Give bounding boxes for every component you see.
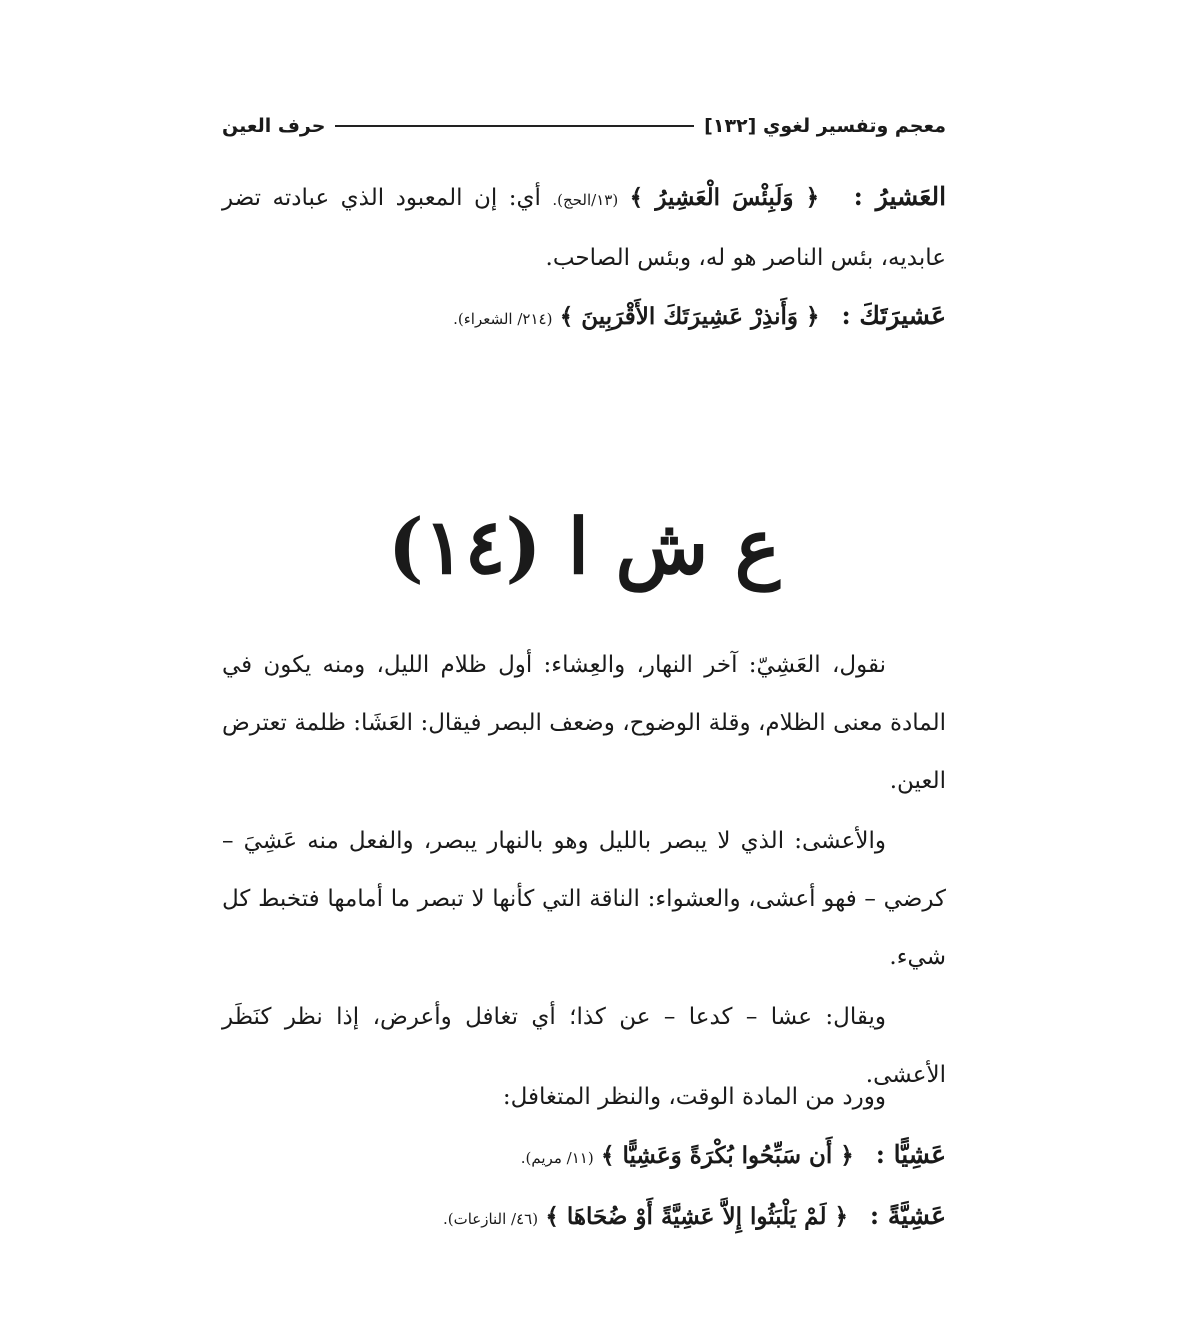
verse-reference: (٤٦/ النازعات). (442, 1210, 539, 1228)
section-title: حرف العين (222, 115, 326, 137)
quran-verse: ﴿ لَمْ يَلْبَثُوا إِلاَّ عَشِيَّةً أَوْ ضُحَاهَا ﴾ (545, 1203, 848, 1230)
running-header (222, 108, 946, 144)
quran-verse: ﴿ وَأَنذِرْ عَشِيرَتَكَ الأَقْرَبِينَ ﴾ (559, 303, 820, 330)
root-title: ع ش ا (١٤) (387, 502, 781, 591)
quran-verse: ﴿ وَلَبِئْسَ الْعَشِيرُ ﴾ (629, 184, 820, 211)
bottom-entries (222, 1068, 946, 1248)
verse-reference: (١٣/الحج). (552, 191, 619, 209)
entry-explanation: أي: إن المعبود الذي عبادته تضر عابديه، بئس الناصر هو له، وبئس الصاحب. (222, 185, 946, 271)
entry-asheeratak (222, 287, 946, 348)
paragraph: والأعشى: الذي لا يبصر بالليل وهو بالنهار يبصر، والفعل منه عَشِيَ – كرضي – فهو أعشى، والعشواء: الناقة التي كأنها لا تبصر ما أمامها فتخبط كل شيء. (222, 828, 946, 970)
page-number-book-title: [١٣٢] معجم وتفسير لغوي (704, 115, 946, 137)
verse-reference: (١١/ مريم). (520, 1149, 594, 1167)
entry-head: عَشِيَّةً : (869, 1201, 946, 1230)
entry-head: عَشِيًّا : (875, 1140, 946, 1169)
entry-head: العَشيرُ : (853, 182, 947, 211)
header-rule (335, 125, 694, 127)
entry-ashiyya (222, 1126, 946, 1187)
entry-ashiyyata (222, 1187, 946, 1248)
paragraph: ويقال: عشا – كدعا – عن كذا؛ أي تغافل وأعرض، إذا نظر كنَظَر الأعشى. (222, 1004, 946, 1088)
entry-head: عَشيرَتَكَ : (841, 301, 946, 330)
intro-line: وورد من المادة الوقت، والنظر المتغافل: (502, 1084, 886, 1110)
verse-reference: (٢١٤/ الشعراء). (453, 310, 553, 328)
quran-verse: ﴿ أَن سَبِّحُوا بُكْرَةً وَعَشِيًّا ﴾ (601, 1142, 854, 1169)
root-body (222, 636, 946, 1104)
paragraph: نقول، العَشِيّ: آخر النهار، والعِشاء: أول ظلام الليل، ومنه يكون في المادة معنى الظلام، وقلة الوضوح، وضعف البصر فيقال: العَشَا: ظلمة تعترض العين. (222, 652, 946, 794)
entry-asheer (222, 168, 946, 287)
top-entries (222, 168, 946, 348)
